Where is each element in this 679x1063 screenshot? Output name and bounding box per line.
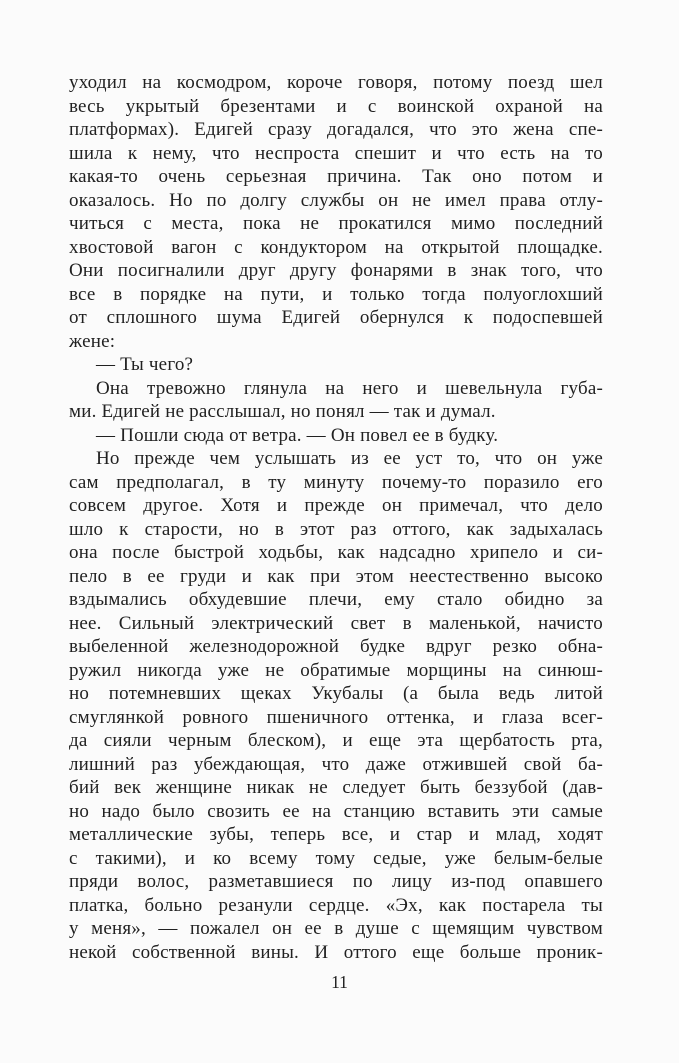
text-line: ружил никогда уже не обратимые морщины на синюш- xyxy=(69,659,603,681)
text-line: но потемневших щеках Укубалы (а была ведь литой xyxy=(69,683,603,704)
text-line: вздымались обхудевшие плечи, ему стало обидно за xyxy=(69,589,603,610)
text-line: весь укрытый брезентами и с воинской охраной на xyxy=(69,95,603,117)
text-line: читься с места, пока не прокатился мимо последний xyxy=(69,213,603,234)
text-line: у меня», — пожалел он ее в душе с щемящим чувством xyxy=(69,918,603,939)
text-line: все в порядке на пути, и только тогда полуоглохший xyxy=(69,283,603,305)
text-line: но надо было свозить ее на станцию вставить эти самые xyxy=(69,800,603,822)
text-line: смуглянкой ровного пшеничного оттенка, и глаза всег- xyxy=(69,706,603,728)
text-line: шила к нему, что неспроста спешит и что есть на то xyxy=(69,142,603,164)
text-line: ми. Едигей не расслышал, но понял — так и думал. xyxy=(69,401,496,422)
paragraph xyxy=(69,424,603,448)
paragraph xyxy=(69,447,603,964)
text-line: пело в ее груди и как при этом неестественно высоко xyxy=(69,565,603,587)
text-line: с такими), и ко всему тому седые, уже белым-белые xyxy=(69,847,603,869)
text-line: лишний раз убеждающая, что даже отжившей свой ба- xyxy=(69,753,603,775)
text-line: некой собственной вины. И оттого еще больше проник- xyxy=(69,941,603,963)
text-line: — Пошли сюда от ветра. — Он повел ее в будку. xyxy=(96,424,499,446)
text-line: нее. Сильный электрический свет в маленькой, начисто xyxy=(69,612,603,634)
text-line: Они посигналили друг другу фонарями в знак того, что xyxy=(69,260,603,281)
text-line: — Ты чего? xyxy=(96,354,194,375)
text-line: она после быстрой ходьбы, как надсадно хрипело и си- xyxy=(69,542,603,563)
paragraph xyxy=(69,377,603,424)
text-line: от сплошного шума Едигей обернулся к подоспевшей xyxy=(69,307,603,328)
text-line: пряди волос, разметавшиеся по лицу из-под опавшего xyxy=(69,871,603,892)
text-line: уходил на космодром, короче говоря, потому поезд шел xyxy=(69,72,603,93)
text-line: оказалось. Но по долгу службы он не имел права отлу- xyxy=(69,189,603,211)
text-line: да сияли черным блеском), и еще эта щербатость рта, xyxy=(69,730,603,751)
text-line: шло к старости, но в этот раз оттого, как задыхалась xyxy=(69,518,603,540)
text-line: сам предполагал, в ту минуту почему-то поразило его xyxy=(69,471,603,493)
text-line: какая-то очень серьезная причина. Так оно потом и xyxy=(69,166,603,187)
page-number: 11 xyxy=(331,972,348,992)
text-line: жене: xyxy=(69,330,116,352)
page-text xyxy=(69,71,603,964)
text-line: металлические зубы, теперь все, и стар и млад, ходят xyxy=(69,824,603,845)
text-line: выбеленной железнодорожной будке вдруг резко обна- xyxy=(69,636,603,657)
paragraph xyxy=(69,353,603,377)
text-line: платформах). Едигей сразу догадался, что это жена спе- xyxy=(69,119,603,140)
text-line: совсем другое. Хотя и прежде он примечал, что дело xyxy=(69,495,603,516)
text-line: Но прежде чем услышать из ее уст то, что он уже xyxy=(96,448,603,469)
text-line: хвостовой вагон с кондуктором на открытой площадке. xyxy=(69,236,603,258)
text-line: бий век женщине никак не следует быть беззубой (дав- xyxy=(69,777,603,798)
paragraph xyxy=(69,71,603,353)
text-line: платка, больно резанули сердце. «Эх, как постарела ты xyxy=(69,894,603,916)
text-line: Она тревожно глянула на него и шевельнула губа- xyxy=(96,377,603,399)
